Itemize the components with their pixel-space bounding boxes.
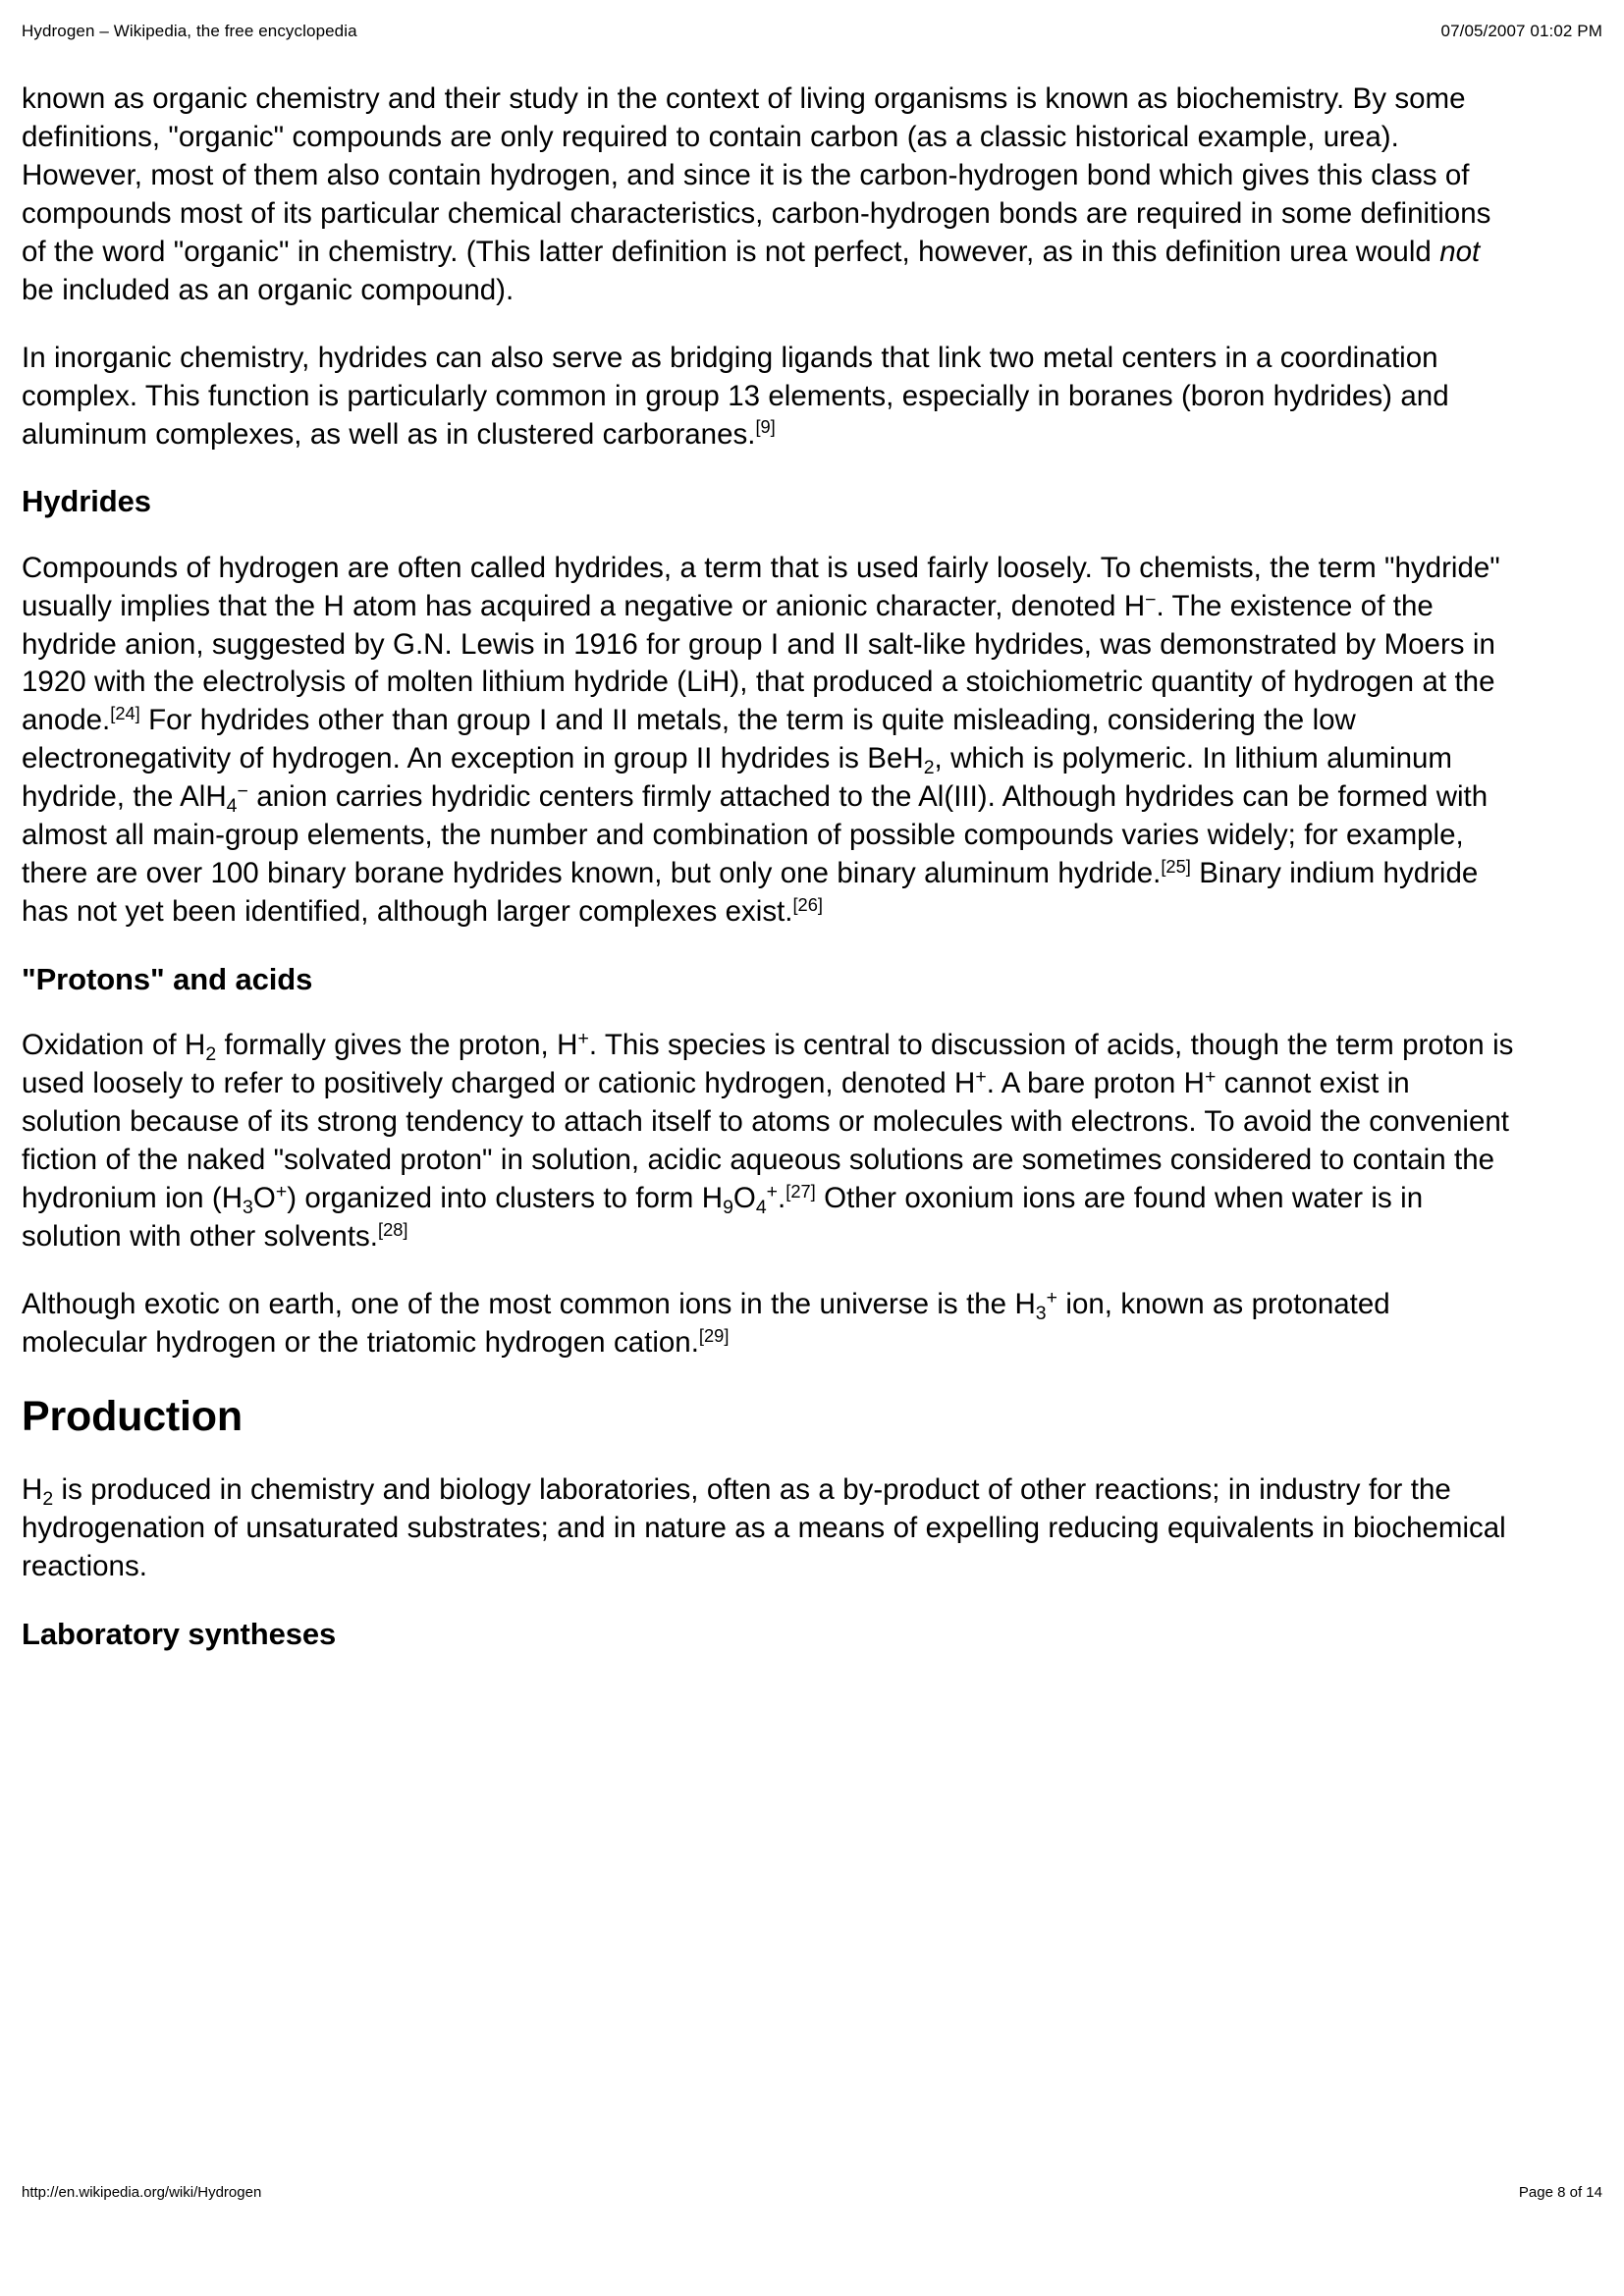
production-h2-subscript: 2: [42, 1488, 54, 1511]
hydronium-charge: +: [275, 1181, 288, 1203]
protons-text-2: formally gives the proton, H: [216, 1029, 578, 1062]
footer-page-number: Page 8 of 14: [1518, 2184, 1602, 2201]
paragraph-hydrides: [22, 550, 1514, 932]
paragraph-organic-text-before-italic: known as organic chemistry and their study in the context of living organisms is known as biochemistry. By some definitions, "organic" compounds are only required to contain carbon (as a classic historical example, urea). However, most of them also contain hydrogen, and since it is the carbon-hydrogen bond which gives this class of compounds most of its particular chemical characteristics, carbon-hydrogen bonds are required in some definitions of the word "organic" in chemistry. (This latter definition is not perfect, however, as in this definition urea would: [22, 82, 1491, 268]
emphasis-not: not: [1439, 235, 1481, 268]
alh4-subscript: 4: [226, 795, 238, 818]
protons-text-6: O: [252, 1181, 276, 1214]
h3plus-text-1: Although exotic on earth, one of the most common ions in the universe is the H: [22, 1287, 1036, 1320]
heading-production: Production: [22, 1392, 243, 1440]
paragraph-h3-plus-ion: [22, 1286, 1514, 1362]
protons-text-7: ) organized into clusters to form H: [287, 1181, 724, 1214]
production-text-2: is produced in chemistry and biology laboratories, often as a by-product of other reactions; in industry for the hydrogenation of unsaturated substrates; and in nature as a means of expelling reducing equivalents in biochemical reactions.: [22, 1473, 1506, 1583]
protons-text-9: .: [778, 1181, 786, 1214]
reference-marker-25[interactable]: [25]: [1161, 856, 1191, 878]
reference-marker-26[interactable]: [26]: [792, 894, 823, 916]
paragraph-organic-chemistry: [22, 80, 1514, 310]
footer-source-url[interactable]: http://en.wikipedia.org/wiki/Hydrogen: [22, 2184, 262, 2201]
hydrides-text-3: For hydrides other than group I and II metals, the term is quite misleading, considering the low electronegativity of hydrogen. An exception in group II hydrides is BeH: [22, 704, 1356, 775]
hydrides-text-5: anion carries hydridic centers firmly attached to the Al(III). Although hydrides can be formed with almost all main-group elements, the number and combination of possible compounds varies widely; for example, there are over 100 binary borane hydrides known, but only one binary aluminum hydride.: [22, 780, 1489, 890]
hydride-anion-charge: −: [1145, 588, 1157, 611]
hydronium-h-subscript: 3: [243, 1196, 253, 1218]
page-header: [22, 22, 1602, 41]
hydrides-text-4: , which is polymeric. In lithium aluminum hydride, the AlH: [22, 742, 1452, 814]
page-footer: [22, 2184, 1602, 2202]
paragraph-organic-text-after-italic: be included as an organic compound).: [22, 273, 514, 306]
protons-text-10: Other oxonium ions are found when water is in solution with other solvents.: [22, 1181, 1424, 1253]
reference-marker-9[interactable]: [9]: [755, 416, 776, 438]
heading-laboratory-syntheses: Laboratory syntheses: [22, 1617, 337, 1652]
proton-charge-1: +: [577, 1028, 589, 1050]
reference-marker-24[interactable]: [24]: [110, 703, 140, 724]
h9o4-charge: +: [766, 1181, 779, 1203]
h9o4-o-subscript: 4: [755, 1196, 767, 1218]
paragraph-protons-acids: [22, 1027, 1514, 1256]
proton-charge-3: +: [1204, 1066, 1217, 1089]
protons-text-5: cannot exist in solution because of its strong tendency to attach itself to atoms or molecules with electrons. To avoid the convenient fiction of the naked "solvated proton" in solution, acidic aqueous solutions are sometimes considered to contain the hydronium ion (H: [22, 1067, 1509, 1214]
paragraph-bridging-ligands: [22, 340, 1514, 454]
heading-hydrides: Hydrides: [22, 484, 151, 519]
hydrides-text-1: Compounds of hydrogen are often called hydrides, a term that is used fairly loosely. To chemists, the term "hydride" usually implies that the H atom has acquired a negative or anionic character, denoted H: [22, 551, 1500, 622]
article-body: [22, 80, 1514, 1682]
paragraph-bridging-text: In inorganic chemistry, hydrides can also serve as bridging ligands that link two metal centers in a coordination complex. This function is particularly common in group 13 elements, especially in boranes (boron hydrides) and aluminum complexes, as well as in clustered carboranes.: [22, 341, 1449, 451]
heading-protons-and-acids: "Protons" and acids: [22, 962, 313, 996]
production-text-1: H: [22, 1473, 43, 1507]
h3plus-subscript: 3: [1035, 1302, 1047, 1324]
header-timestamp: 07/05/2007 01:02 PM: [1440, 22, 1602, 40]
h3plus-text-2: ion, known as protonated molecular hydrogen or the triatomic hydrogen cation.: [22, 1287, 1390, 1359]
h9o4-h-subscript: 9: [723, 1196, 733, 1218]
protons-text-3: . This species is central to discussion of acids, though the term proton is used loosely to refer to positively charged or cationic hydrogen, denoted H: [22, 1029, 1514, 1100]
paragraph-production: [22, 1471, 1514, 1586]
protons-text-1: Oxidation of H: [22, 1029, 206, 1062]
header-document-title: Hydrogen – Wikipedia, the free encyclopedia: [22, 22, 357, 40]
beh2-subscript: 2: [923, 757, 935, 779]
protons-text-4: . A bare proton H: [986, 1067, 1205, 1100]
hydrides-text-2: . The existence of the hydride anion, suggested by G.N. Lewis in 1916 for group I and II salt-like hydrides, was demonstrated by Moers in 1920 with the electrolysis of molten lithium hydride (LiH), that produced a stoichiometric quantity of hydrogen at the anode.: [22, 589, 1495, 737]
h2-subscript: 2: [205, 1043, 217, 1066]
alh4-charge: −: [237, 779, 248, 802]
protons-text-8: O: [732, 1181, 756, 1214]
proton-charge-2: +: [975, 1066, 987, 1089]
h3plus-charge: +: [1046, 1287, 1057, 1309]
hydrides-text-6: Binary indium hydride has not yet been identified, although larger complexes exist.: [22, 857, 1479, 929]
reference-marker-28[interactable]: [28]: [377, 1218, 408, 1240]
reference-marker-29[interactable]: [29]: [698, 1324, 730, 1346]
reference-marker-27[interactable]: [27]: [785, 1180, 816, 1201]
